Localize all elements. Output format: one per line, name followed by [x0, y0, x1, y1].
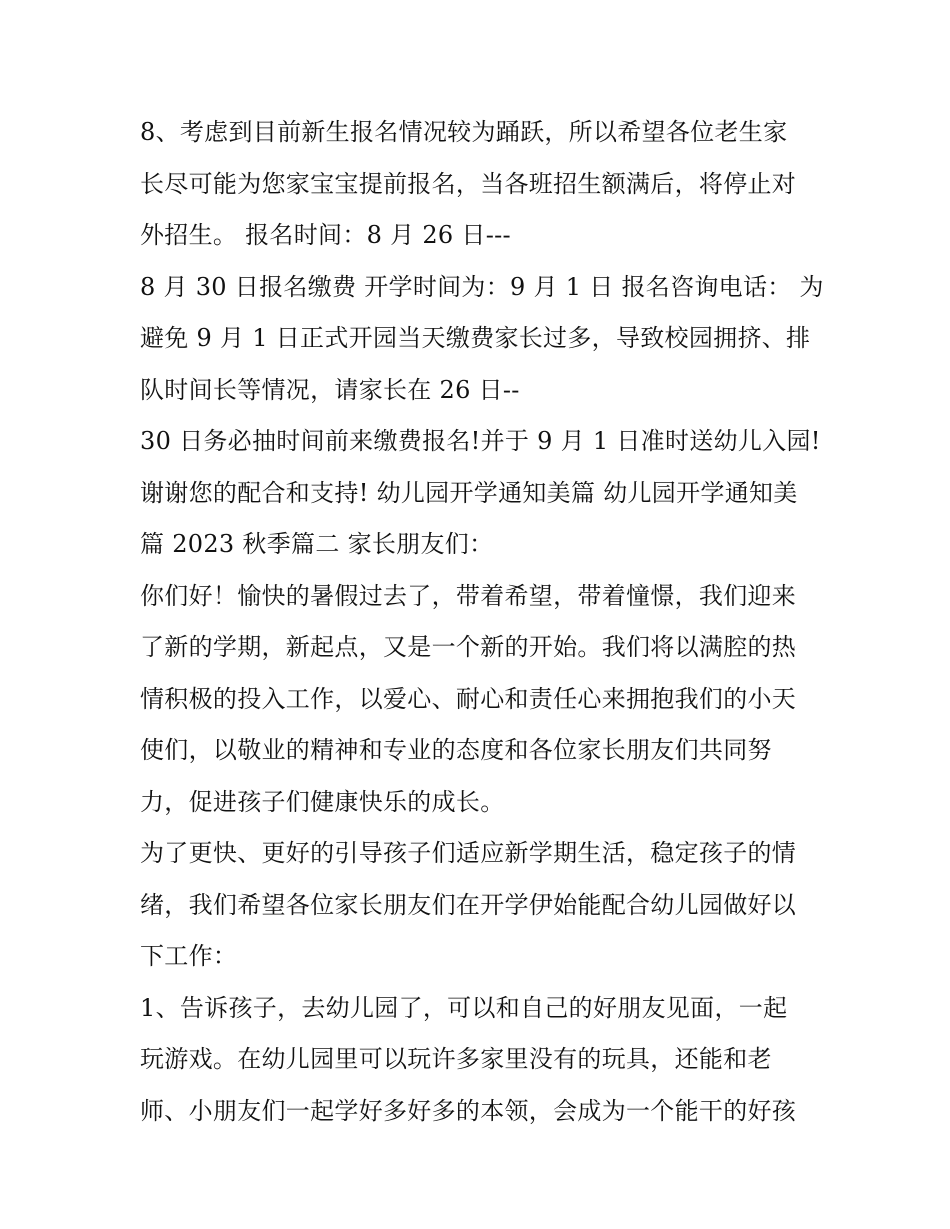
text-line: 篇 2023 秋季篇二 家长朋友们：: [140, 530, 494, 558]
text-line: 力，促进孩子们健康快乐的成长。: [140, 787, 505, 816]
text-line: 使们，以敬业的精神和专业的态度和各位家长朋友们共同努: [140, 736, 772, 764]
text-line: 了新的学期，新起点，又是一个新的开始。我们将以满腔的热: [140, 633, 797, 661]
text-line: 你们好！愉快的暑假过去了，带着希望，带着憧憬，我们迎来: [140, 581, 797, 610]
text-line: 30 日务必抽时间前来缴费报名!并于 9 月 1 日准时送幼儿入园!: [140, 427, 821, 455]
text-line: 师、小朋友们一起学好多好多的本领，会成为一个能干的好孩: [140, 1096, 797, 1125]
text-line: 为了更快、更好的引导孩子们适应新学期生活，稳定孩子的情: [140, 839, 797, 867]
text-line: 避免 9 月 1 日正式开园当天缴费家长过多，导致校园拥挤、排: [140, 324, 811, 352]
text-line: 1、告诉孩子，去幼儿园了，可以和自己的好朋友见面，一起: [140, 993, 788, 1022]
text-line: 8 月 30 日报名缴费 开学时间为：9 月 1 日 报名咨询电话： 为: [140, 272, 824, 301]
text-line: 情积极的投入工作，以爱心、耐心和责任心来拥抱我们的小天: [140, 684, 797, 713]
text-line: 外招生。 报名时间：8 月 26 日---: [140, 221, 511, 249]
text-line: 绪，我们希望各位家长朋友们在开学伊始能配合幼儿园做好以: [140, 890, 797, 919]
text-line: 玩游戏。在幼儿园里可以玩许多家里没有的玩具，还能和老: [140, 1045, 772, 1073]
text-line: 下工作：: [140, 942, 238, 970]
text-line: 8、考虑到目前新生报名情况较为踊跃，所以希望各位老生家: [140, 118, 788, 146]
text-line: 谢谢您的配合和支持! 幼儿园开学通知美篇 幼儿园开学通知美: [140, 478, 798, 507]
text-line: 长尽可能为您家宝宝提前报名，当各班招生额满后，将停止对: [140, 169, 797, 198]
text-line: 队时间长等情况，请家长在 26 日--: [140, 375, 520, 404]
document-body: [140, 107, 824, 1137]
